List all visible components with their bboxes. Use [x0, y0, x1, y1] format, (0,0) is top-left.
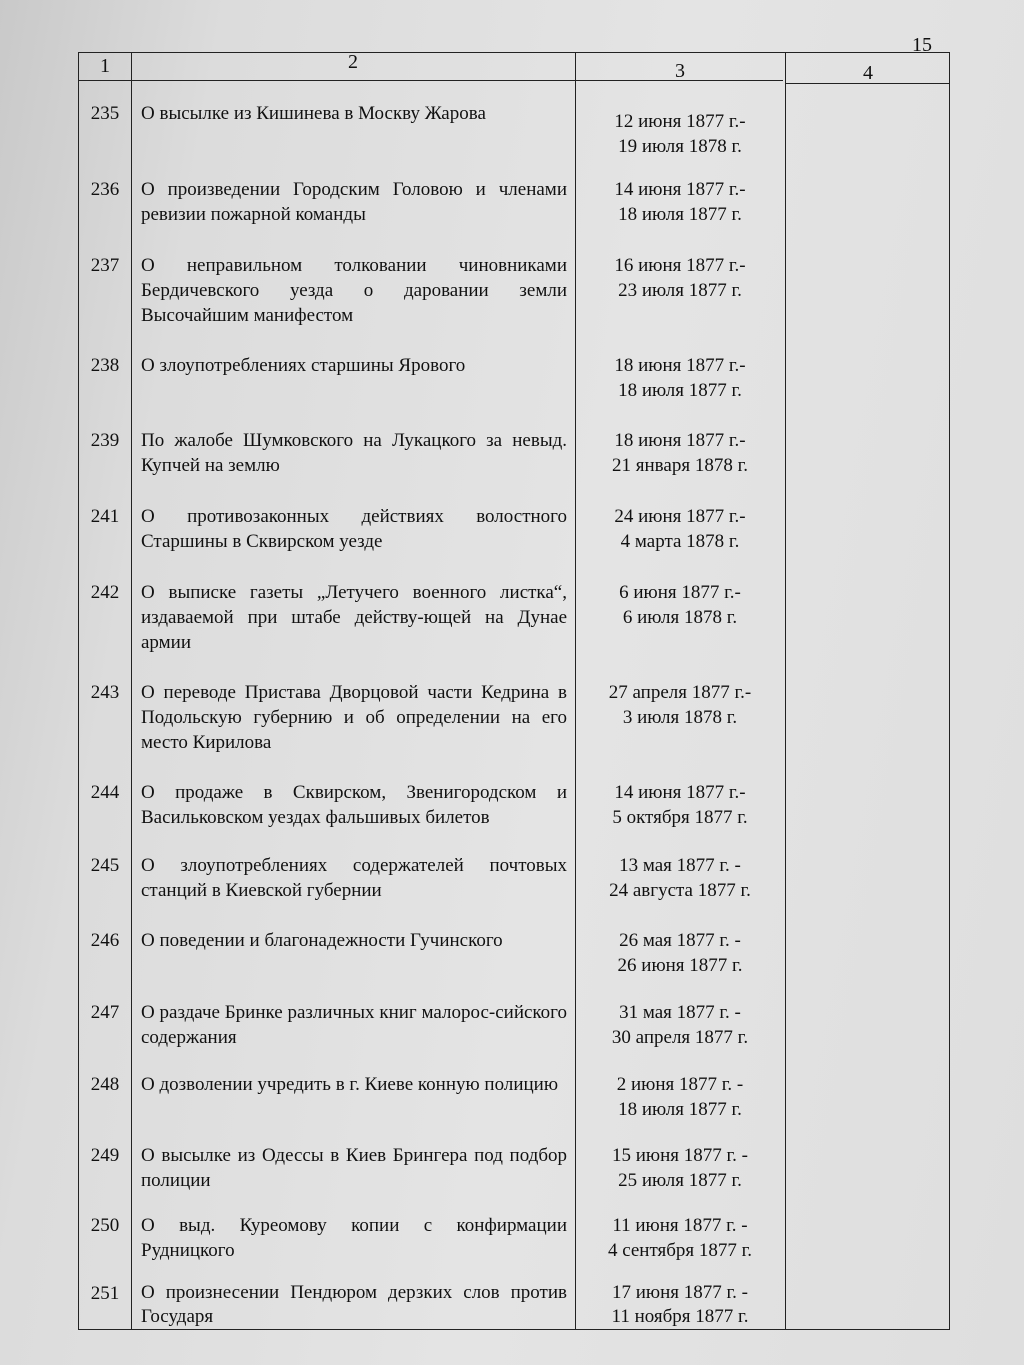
row-title: О высылке из Одессы в Киев Брингера под подбор полиции: [141, 1145, 567, 1191]
row-title: О неправильном толковании чиновниками Бердичевского уезда о даровании земли Высочайшим манифестом: [141, 255, 567, 326]
row-title: О выписке газеты „Летучего военного листка“, издаваемой при штабе действу-ющей на Дунае армии: [141, 582, 567, 653]
row-title: О поведении и благонадежности Гучинского: [141, 930, 503, 951]
row-date: 24 июня 1877 г.- 4 марта 1878 г.: [614, 506, 746, 552]
row-title: О дозволении учредить в г. Киеве конную полицию: [141, 1074, 559, 1095]
row-number: 235: [90, 103, 120, 124]
row-date: 15 июня 1877 г. - 25 июля 1877 г.: [612, 1145, 748, 1191]
column-header-2: 2: [348, 51, 358, 73]
row-title: О злоупотреблениях содержателей почтовых станций в Киевской губернии: [141, 855, 567, 901]
row-title: О произнесении Пендюром дерзких слов против Государя: [141, 1282, 567, 1327]
row-date: 26 мая 1877 г. - 26 июня 1877 г.: [617, 930, 743, 976]
row-date: 2 июня 1877 г. - 18 июля 1877 г.: [616, 1074, 744, 1120]
row-title: О противозаконных действиях волостного Старшины в Сквирском уезде: [141, 506, 567, 552]
row-number: 247: [90, 1002, 120, 1023]
row-title: О раздаче Бринке различных книг малорос-сийского содержания: [141, 1002, 567, 1048]
row-date: 12 июня 1877 г.- 19 июля 1878 г.: [614, 111, 746, 157]
column-divider: [575, 53, 576, 1329]
page-number: 15: [912, 34, 932, 56]
row-date: 18 июня 1877 г.- 18 июля 1877 г.: [614, 355, 746, 401]
row-number: 248: [90, 1074, 120, 1095]
register-table: [78, 52, 950, 1330]
row-number: 246: [90, 930, 120, 951]
row-number: 238: [90, 355, 120, 376]
row-number: 241: [90, 506, 120, 527]
row-number: 245: [90, 855, 120, 876]
row-title: По жалобе Шумковского на Лукацкого за невыд. Купчей на землю: [141, 430, 567, 476]
row-date: 14 июня 1877 г.- 18 июля 1877 г.: [614, 179, 746, 225]
row-number: 250: [90, 1215, 120, 1236]
row-number: 239: [90, 430, 120, 451]
row-date: 6 июня 1877 г.- 6 июля 1878 г.: [619, 582, 741, 628]
row-title: О произведении Городским Головою и членами ревизии пожарной команды: [141, 179, 567, 225]
column-header-3: 3: [675, 60, 685, 82]
column-header-1: 1: [100, 55, 110, 77]
column-divider: [785, 53, 786, 1329]
row-number: 236: [90, 179, 120, 200]
row-title: О переводе Пристава Дворцовой части Кедрина в Подольскую губернию и об определении на его место Кирилова: [141, 682, 567, 753]
row-date: 27 апреля 1877 г.- 3 июля 1878 г.: [608, 682, 752, 728]
row-number: 251: [90, 1283, 120, 1304]
row-date: 11 июня 1877 г. - 4 сентября 1877 г.: [607, 1215, 753, 1261]
row-title: О выд. Куреомову копии с конфирмации Рудницкого: [141, 1215, 567, 1261]
row-number: 244: [90, 782, 120, 803]
row-title: О злоупотреблениях старшины Ярового: [141, 355, 466, 376]
row-title: О высылке из Кишинева в Москву Жарова: [141, 103, 486, 124]
row-date: 13 мая 1877 г. - 24 августа 1877 г.: [609, 855, 751, 901]
column-header-4: 4: [863, 62, 873, 84]
row-number: 249: [90, 1145, 120, 1166]
row-date: 16 июня 1877 г.- 23 июля 1877 г.: [614, 255, 746, 301]
row-title: О продаже в Сквирском, Звенигородском и Васильковском уездах фальшивых билетов: [141, 782, 567, 828]
row-number: 242: [90, 582, 120, 603]
row-number: 243: [90, 682, 120, 703]
row-date: 14 июня 1877 г.- 5 октября 1877 г.: [612, 782, 748, 828]
row-date: 18 июня 1877 г.- 21 января 1878 г.: [612, 430, 748, 476]
column-divider: [131, 53, 132, 1329]
row-number: 237: [90, 255, 120, 276]
row-date: 17 июня 1877 г. - 11 ноября 1877 г.: [611, 1282, 749, 1327]
row-date: 31 мая 1877 г. - 30 апреля 1877 г.: [611, 1002, 749, 1048]
